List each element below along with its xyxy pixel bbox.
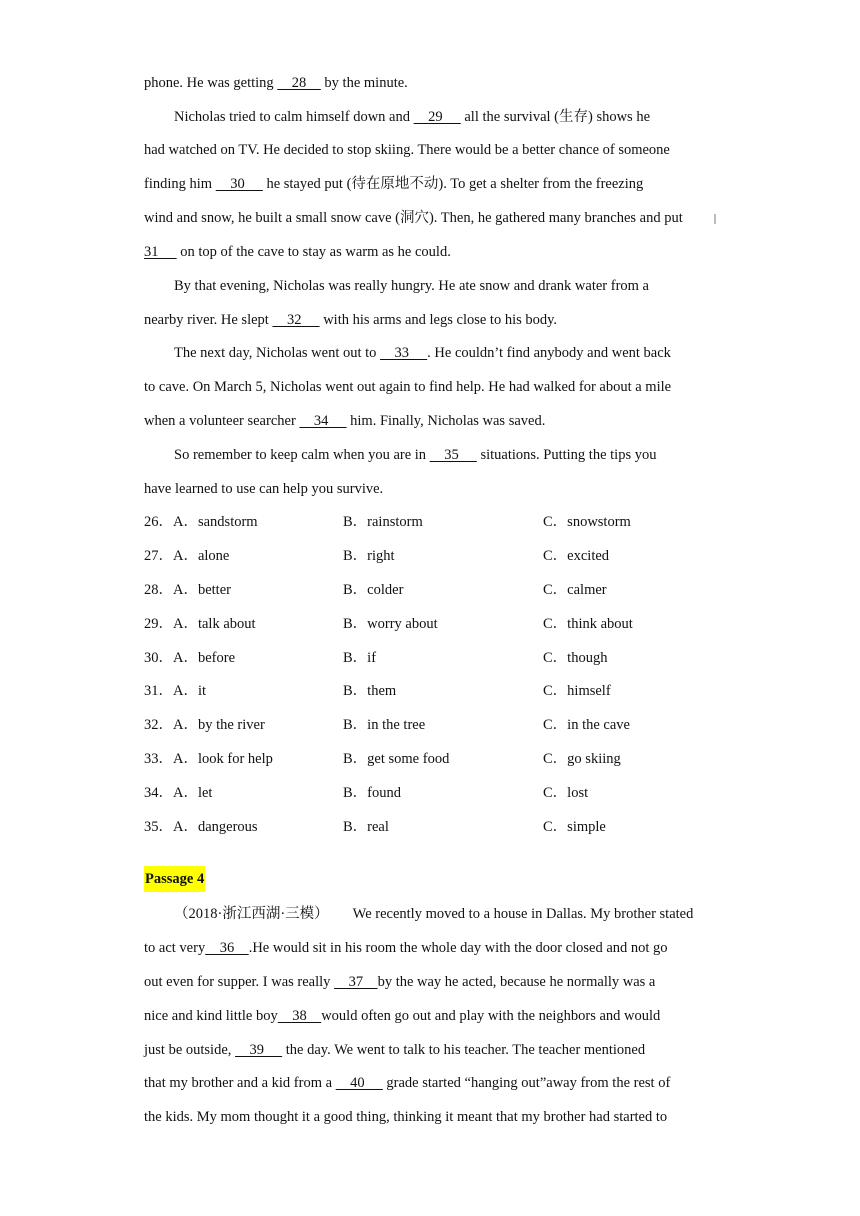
option-b: B．get some food — [343, 751, 450, 767]
text-line: to act very 36 .He would sit in his room the whole day with the door closed and not go — [144, 940, 668, 956]
option-a: A．sandstorm — [173, 514, 258, 530]
text-line: 31 on top of the cave to stay as warm as he could. — [144, 244, 451, 260]
margin-mark — [714, 214, 716, 224]
answer-blank: 32 — [272, 312, 320, 328]
text-line: finding him 30 he stayed put (待在原地不动). To get a shelter from the freezing — [144, 176, 644, 192]
text-line: phone. He was getting 28 by the minute. — [144, 75, 408, 91]
answer-blank: 39 — [235, 1042, 283, 1058]
option-b: B．found — [343, 785, 401, 801]
answer-blank: 37 — [334, 974, 378, 990]
source-note: （2018·浙江西湖·三模） — [174, 906, 329, 922]
option-c: C．excited — [543, 548, 610, 564]
text-line: have learned to use can help you survive. — [144, 481, 384, 497]
text-line: By that evening, Nicholas was really hungry. He ate snow and drank water from a — [174, 278, 649, 294]
text-line: nearby river. He slept 32 with his arms and legs close to his body. — [144, 312, 558, 328]
option-a: A．better — [173, 582, 231, 598]
option-b: B．worry about — [343, 616, 438, 632]
text-line: that my brother and a kid from a 40 grade started “hanging out”away from the rest of — [144, 1075, 671, 1091]
option-b: B．rainstorm — [343, 514, 423, 530]
answer-blank: 40 — [335, 1075, 383, 1091]
option-a: A．it — [173, 683, 207, 699]
option-c: C．calmer — [543, 582, 607, 598]
text-line: out even for supper. I was really 37 by the way he acted, because he normally was a — [144, 974, 656, 990]
text-line: the kids. My mom thought it a good thing, thinking it meant that my brother had started to — [144, 1109, 668, 1125]
option-c: C．think about — [543, 616, 633, 632]
answer-blank: 35 — [429, 447, 477, 463]
answer-blank: 34 — [299, 413, 347, 429]
option-b: B．right — [343, 548, 395, 564]
text-line: nice and kind little boy 38 would often go out and play with the neighbors and would — [144, 1008, 661, 1024]
text-line: The next day, Nicholas went out to 33 . He couldn’t find anybody and went back — [174, 345, 671, 361]
answer-blank: 29 — [413, 109, 461, 125]
text-line: （2018·浙江西湖·三模） We recently moved to a house in Dallas. My brother stated — [174, 906, 694, 922]
text-line: So remember to keep calm when you are in 35 situations. Putting the tips you — [174, 447, 657, 463]
option-a: A．by the river — [173, 717, 265, 733]
answer-blank: 28 — [277, 75, 321, 91]
answer-blank: 31 — [144, 244, 177, 260]
option-b: B．in the tree — [343, 717, 426, 733]
text-line: just be outside, 39 the day. We went to talk to his teacher. The teacher mentioned — [144, 1042, 646, 1058]
option-a: A．look for help — [173, 751, 273, 767]
option-c: C．go skiing — [543, 751, 621, 767]
answer-blank: 36 — [205, 940, 249, 956]
text-line: had watched on TV. He decided to stop skiing. There would be a better chance of someone — [144, 142, 670, 158]
answer-blank: 33 — [380, 345, 428, 361]
option-b: B．colder — [343, 582, 404, 598]
answer-blank: 38 — [277, 1008, 322, 1024]
option-b: B．them — [343, 683, 397, 699]
document-page: phone. He was getting 28 by the minute. Nicholas tried to calm himself down and 29 all the survival (生存) shows he had watched on TV. He decided to stop skiing. There would be a better chance of someone finding him 30 he stayed put (待在原地不动). To get a shelter from the freezing wind and snow, he built a small snow cave (洞穴). Then, he gathered many branches and put 31 on top of the cave to stay as warm as he could. By that evening, Nicholas was really hungry. He ate snow and drank water from a nearby river. He slept 32 with his arms and legs close to his body. The next day, Nicholas went out to 33 . He couldn’t find anybody and went back to cave. On March 5, Nicholas went out again to find help. He had walked for about a mile when a volunteer searcher 34 him. Finally, Nicholas was saved. So remember to keep calm when you are in 35 situations. Putting the tips you have learned to use can help you survive. 26．A．sandstorm B．rainstorm C．snowstorm 27．A．alone B．right C．excited 28．A．better B．colder C．calmer 29．A．talk about B．worry about C．think about 30．A．before B．if C．though 31．A．it B．them C．himself 32．A．by the river B．in the tree C．in the cave 33．A．look for help B．get some food C．go skiing 34．A．let B．found C．lost 35．A．dangerous B．real C．simple Passage 4 （2018·浙江西湖·三模） We recently moved to a house in Dallas. My brother stated to act very 36 .He would sit in his room the whole day with the door closed and not go out even for supper. I was really 37 by the way he acted, because he normally was a nice and kind little boy 38 would often go out and play with the neighbors and would just be outside, 39 the day. We went to talk to his teacher. The teacher mentioned that my brother and a kid from a 40 grade started “hanging out”away from the rest of the kids. My mom thought it a good thing, thinking it meant that my brother had started to — [0, 0, 860, 1216]
option-c: C．in the cave — [543, 717, 630, 733]
option-c: C．simple — [543, 819, 606, 835]
option-c: C．snowstorm — [543, 514, 631, 530]
option-b: B．if — [343, 650, 377, 666]
text-line: when a volunteer searcher 34 him. Finally, Nicholas was saved. — [144, 413, 546, 429]
option-c: C．himself — [543, 683, 611, 699]
answer-blank: 30 — [215, 176, 263, 192]
text-line: Nicholas tried to calm himself down and 29 all the survival (生存) shows he — [174, 109, 651, 125]
passage-heading: Passage 4 — [144, 866, 205, 892]
option-a: A．talk about — [173, 616, 256, 632]
text-line: to cave. On March 5, Nicholas went out again to find help. He had walked for about a mile — [144, 379, 672, 395]
option-b: B．real — [343, 819, 389, 835]
option-a: A．let — [173, 785, 213, 801]
option-c: C．lost — [543, 785, 589, 801]
option-a: A．before — [173, 650, 236, 666]
option-c: C．though — [543, 650, 608, 666]
option-a: A．dangerous — [173, 819, 258, 835]
option-a: A．alone — [173, 548, 230, 564]
text-line: wind and snow, he built a small snow cave (洞穴). Then, he gathered many branches and put — [144, 210, 683, 226]
